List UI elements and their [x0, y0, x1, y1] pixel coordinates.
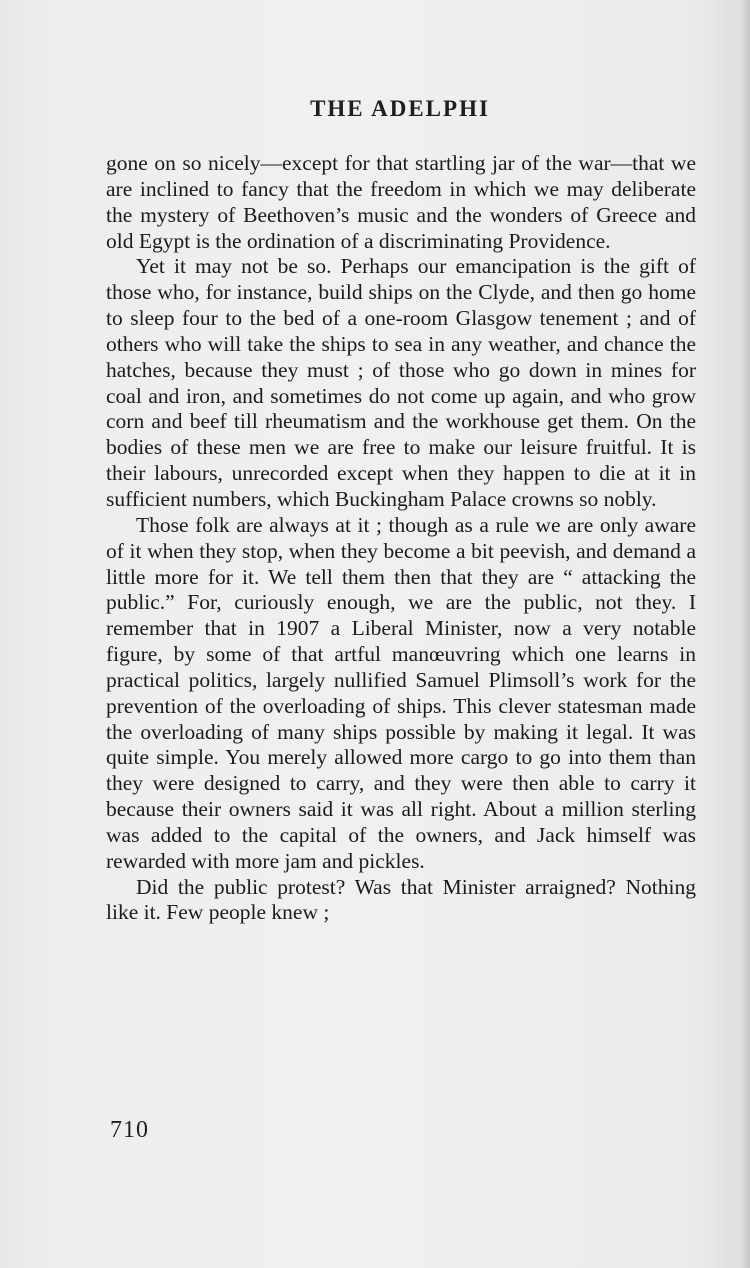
paragraph-public-protest: Did the public protest? Was that Minister arraigned? Nothing like it. Few people knew ;: [106, 874, 696, 925]
running-title: THE ADELPHI: [310, 96, 490, 121]
page-number: 710: [110, 1117, 149, 1143]
paragraph-continuation: gone on so nicely—except for that startling jar of the war—that we are inclined to fancy that the freedom in which we may deliberate the mystery of Beethoven’s music and the wonders of Greece and old Egypt is the ordination of a discriminating Providence.: [106, 151, 696, 253]
paragraph-those-folk: Those folk are always at it ; though as a rule we are only aware of it when they stop, when they become a bit peevish, and demand a little more for it. We tell them then that they are “ attacking the public.” For, curiously enough, we are the public, not they. I remember that in 1907 a Liberal Minister, now a very notable figure, by some of that artful manœuvring which one learns in practical politics, largely nullified Samuel Plimsoll’s work for the prevention of the overloading of ships. This clever statesman made the overloading of many ships possible by making it legal. It was quite simple. You merely allowed more cargo to go into them than they were designed to carry, and they were then able to carry it because their owners said it was all right. About a million sterling was added to the capital of the owners, and Jack himself was rewarded with more jam and pickles.: [106, 512, 696, 873]
page-edge-shadow: [740, 0, 750, 1268]
body-text: [106, 151, 696, 926]
paragraph-emancipation: Yet it may not be so. Perhaps our emancipation is the gift of those who, for instance, build ships on the Clyde, and then go home to sleep four to the bed of a one-room Glasgow tenement ; and of others who will take the ships to sea in any weather, and chance the hatches, because they must ; of those who go down in mines for coal and iron, and sometimes do not come up again, and who grow corn and beef till rheumatism and the workhouse get them. On the bodies of these men we are free to make our leisure fruitful. It is their labours, unrecorded except when they happen to die at it in sufficient numbers, which Buckingham Palace crowns so nobly.: [106, 254, 696, 511]
